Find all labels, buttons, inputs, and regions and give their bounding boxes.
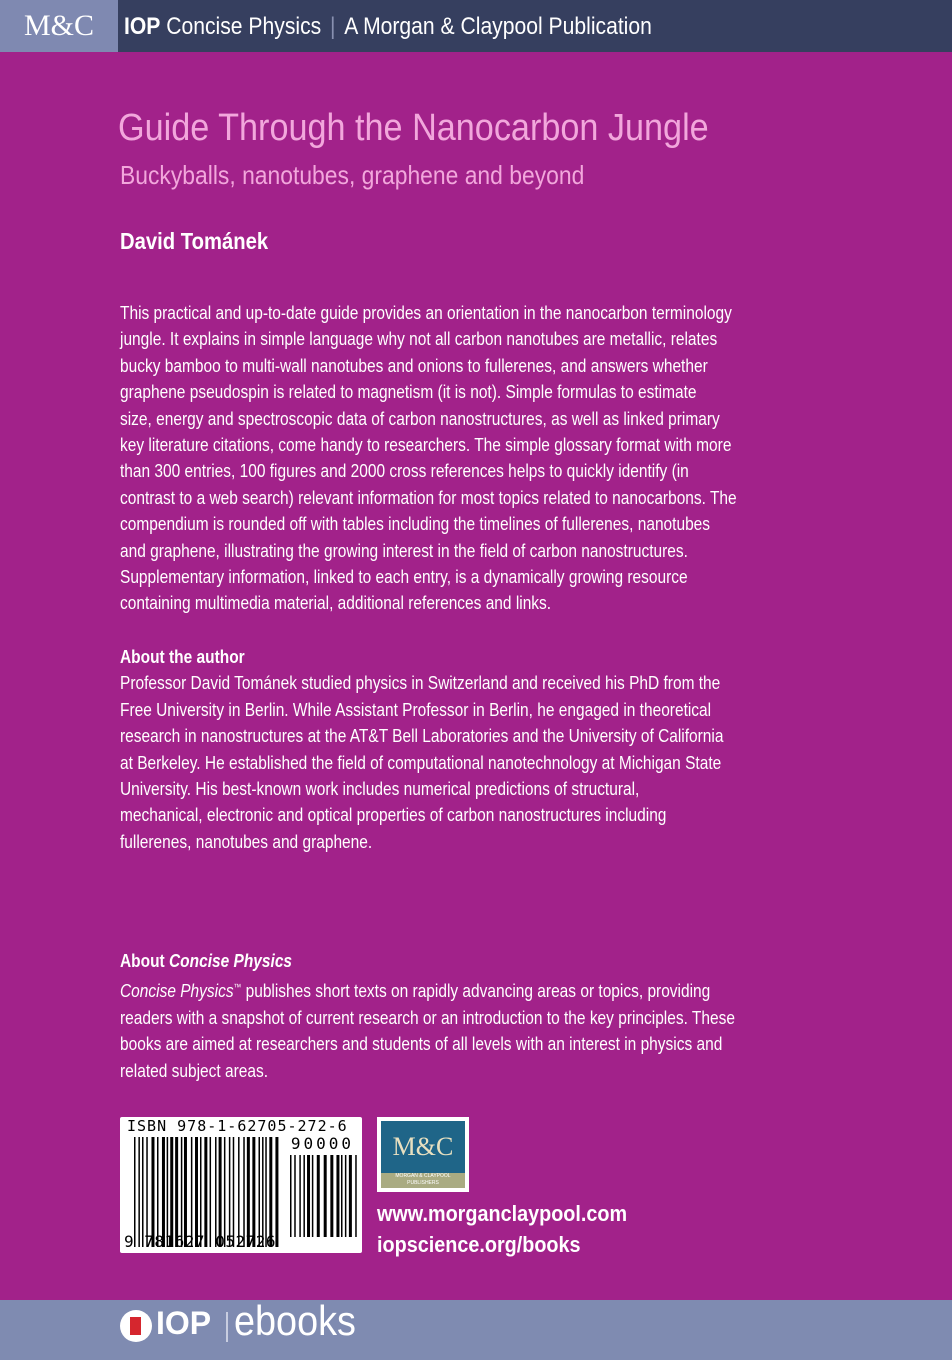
heading-series: Concise Physics xyxy=(169,951,293,971)
barcode-digits: 9 781627 052726 xyxy=(124,1232,276,1251)
description xyxy=(120,300,737,617)
separator: | xyxy=(329,13,336,40)
barcode-bar xyxy=(200,1137,202,1247)
barcode-bar xyxy=(195,1137,198,1247)
barcode-bar xyxy=(229,1137,231,1247)
url-iopscience[interactable]: iopscience.org/books xyxy=(377,1232,581,1257)
text-line: Free University in Berlin. While Assistant Professor in Berlin, he engaged in theoretical xyxy=(120,699,712,720)
barcode-bar xyxy=(157,1137,159,1247)
text-line: related subject areas. xyxy=(120,1060,269,1081)
barcode-bar xyxy=(142,1137,144,1247)
barcode-bar xyxy=(258,1137,260,1247)
text-line: than 300 entries, 100 figures and 2000 cross references helps to quickly identify (in xyxy=(120,461,689,482)
text-line: at Berkeley. He established the field of computational nanotechnology at Michigan State xyxy=(120,752,722,773)
barcode-bar xyxy=(317,1155,320,1237)
series-line xyxy=(124,13,652,41)
text-line: fullerenes, nanotubes and graphene. xyxy=(120,831,373,852)
barcode-bar xyxy=(204,1137,207,1247)
text-line: books are aimed at researchers and students of all levels with an interest in physics and xyxy=(120,1034,723,1055)
text-line: graphene pseudospin is related to magnetism (it is not). Simple formulas to estimate xyxy=(120,382,697,403)
barcode-bar xyxy=(269,1137,272,1247)
text-line: Supplementary information, linked to each entry, is a dynamically growing resource xyxy=(120,567,688,588)
iop-brand: IOP xyxy=(124,13,161,40)
heading-prefix: About xyxy=(120,951,170,971)
series-name-italic: Concise Physics xyxy=(120,981,234,1002)
urls xyxy=(377,1198,627,1260)
barcode-bar xyxy=(162,1137,165,1247)
isbn-barcode xyxy=(120,1117,362,1253)
barcode-bar xyxy=(151,1137,154,1247)
barcode-bar xyxy=(247,1137,250,1247)
barcode-bar xyxy=(224,1137,226,1247)
barcode-bar xyxy=(312,1155,314,1237)
barcode-bar xyxy=(191,1137,193,1247)
about-author xyxy=(120,644,723,855)
barcode-bar xyxy=(243,1137,245,1247)
publisher-logo xyxy=(377,1117,469,1192)
book-author: David Tománek xyxy=(120,228,269,254)
header-bar xyxy=(0,0,952,52)
text-line: compendium is rounded off with tables including the timelines of fullerenes, nanotubes xyxy=(120,514,711,535)
barcode-bar xyxy=(355,1155,357,1237)
barcode-bar xyxy=(210,1137,212,1247)
barcode-bar xyxy=(215,1137,217,1247)
barcode-bar xyxy=(262,1137,264,1247)
publisher-mark: M&C xyxy=(381,1121,465,1173)
footer-iop: IOP xyxy=(156,1305,212,1341)
text-line: readers with a snapshot of current research or an introduction to the key principles. These xyxy=(120,1007,735,1028)
url-morganclaypool[interactable]: www.morganclaypool.com xyxy=(377,1201,628,1226)
text-line: and graphene, illustrating the growing interest in the field of carbon nanostructures. xyxy=(120,540,688,561)
barcode-bar xyxy=(181,1137,183,1247)
barcode-bar xyxy=(303,1155,305,1237)
text-line: Professor David Tománek studied physics in Switzerland and received his PhD from the xyxy=(120,673,721,694)
morgan-claypool-logo xyxy=(0,0,118,52)
barcode-bar xyxy=(336,1155,339,1237)
series-name: Concise Physics xyxy=(166,13,322,40)
about-author-heading: About the author xyxy=(120,647,245,667)
about-series-heading xyxy=(120,948,735,974)
publisher-line: A Morgan & Claypool Publication xyxy=(344,13,652,40)
barcode-bar xyxy=(252,1137,255,1247)
barcode-bar xyxy=(167,1137,169,1247)
text-line: University. His best-known work includes numerical predictions of structural, xyxy=(120,779,640,800)
series-text: publishes short texts on rapidly advancing areas or topics, providing xyxy=(241,981,711,1002)
barcode-bar xyxy=(290,1155,292,1237)
footer-ebooks: ebooks xyxy=(234,1297,356,1344)
series-first-line xyxy=(120,974,735,1004)
trademark: ™ xyxy=(233,982,242,993)
about-series xyxy=(120,948,735,1084)
text-line: This practical and up-to-date guide provides an orientation in the nanocarbon terminology xyxy=(120,303,732,323)
barcode-bar xyxy=(146,1137,148,1247)
barcode-bar xyxy=(175,1137,178,1247)
text-line: mechanical, electronic and optical properties of carbon nanostructures including xyxy=(120,805,667,826)
barcode-bar xyxy=(299,1155,301,1237)
book-subtitle: Buckyballs, nanotubes, graphene and beyond xyxy=(120,160,585,190)
logo-text: M&C xyxy=(23,9,95,42)
text-line: size, energy and spectroscopic data of carbon nanostructures, as well as linked primary xyxy=(120,408,720,429)
text-line: containing multimedia material, additional references and links. xyxy=(120,593,552,614)
barcode-bar xyxy=(138,1137,140,1247)
barcode-bar xyxy=(341,1155,343,1237)
barcode-bar xyxy=(307,1155,310,1237)
barcode-bar xyxy=(233,1137,235,1247)
iop-logo-icon xyxy=(120,1310,152,1342)
barcode-bar xyxy=(330,1155,333,1237)
publisher-name: MORGAN & CLAYPOOL PUBLISHERS xyxy=(381,1173,465,1188)
addon-code: 90000 xyxy=(290,1134,354,1153)
barcode-bar xyxy=(324,1155,327,1237)
text-line: bucky bamboo to multi-wall nanotubes and onions to fullerenes, and answers whether xyxy=(120,355,708,376)
text-line: contrast to a web search) relevant information for most topics related to nanocarbons. The xyxy=(120,487,737,508)
barcode-bar xyxy=(238,1137,240,1247)
barcode-bar xyxy=(275,1137,278,1247)
barcode-bar xyxy=(349,1155,352,1237)
barcode-bar xyxy=(134,1137,136,1247)
barcode-bar xyxy=(345,1155,347,1237)
barcode-bar xyxy=(170,1137,173,1247)
book-title: Guide Through the Nanocarbon Jungle xyxy=(118,107,709,149)
isbn-text: ISBN 978-1-62705-272-6 xyxy=(127,1117,348,1135)
text-line: research in nanostructures at the AT&T Bell Laboratories and the University of California xyxy=(120,726,724,747)
text-line: jungle. It explains in simple language why not all carbon nanotubes are metallic, relates xyxy=(120,329,718,350)
barcode-bar xyxy=(265,1137,267,1247)
footer-separator xyxy=(226,1312,228,1342)
barcode-bar xyxy=(184,1137,187,1247)
barcode-bar xyxy=(294,1155,296,1237)
text-line: key literature citations, come handy to researchers. The simple glossary format with more xyxy=(120,435,732,456)
barcode-bar xyxy=(219,1137,222,1247)
